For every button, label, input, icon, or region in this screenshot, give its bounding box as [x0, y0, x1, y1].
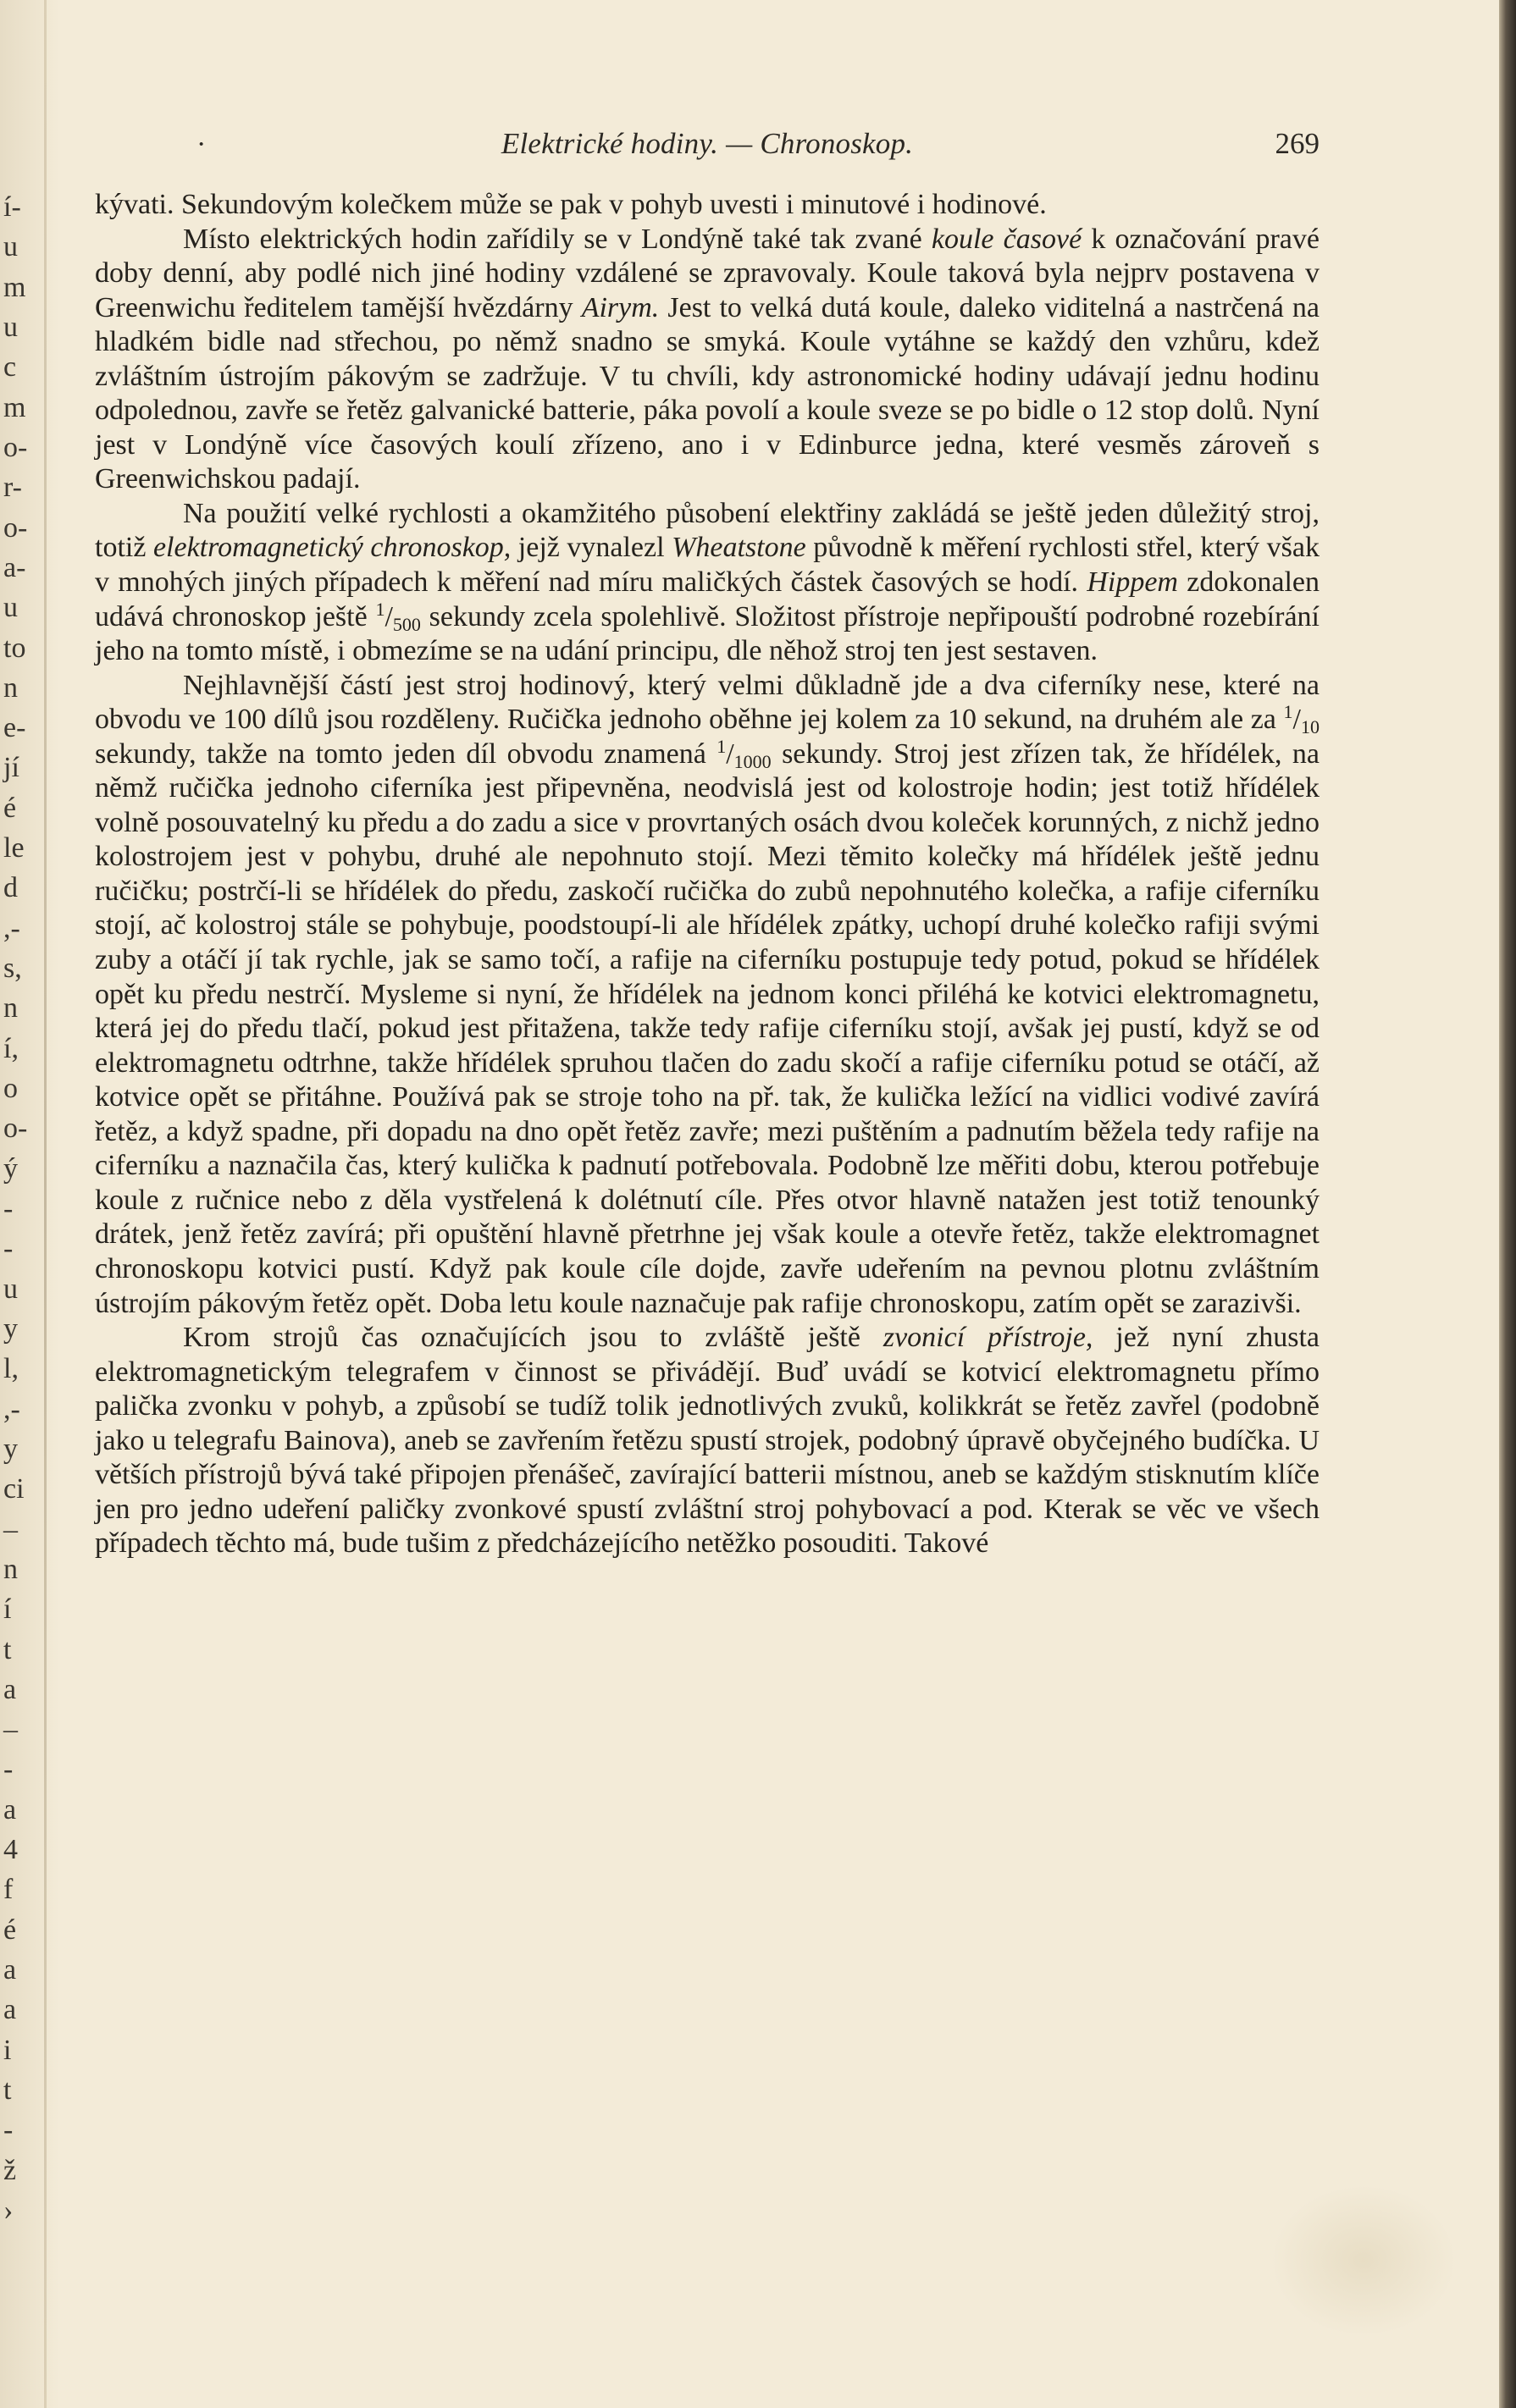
margin-glyph: ,- [3, 913, 20, 944]
margin-glyph: l, [3, 1353, 19, 1384]
paragraph-text: sekundy. Stroj jest zřízen tak, že hřídélek, na němž ručička jednoho ciferníka jest připevněna, neodvislá jest od kolostroje hodin; jest totiž hřídélek volně posouvatelný ku předu a do zadu a sice v provrtaných osách dvou koleček korunných, z nichž jedno kolostrojem jest v pohybu, druhé ale nepohnuto stojí. Mezi těmito kolečky má hřídélek ještě jednu ručičku; postrčí-li se hřídélek do předu, zaskočí ručička do zubů nepohnutého kolečka, a rafije ciferníku stojí, ač kolostroj stále se pohybuje, poodstoupí-li ale hřídélek zpátky, uchopí druhé kolečko rafiji svými zuby a otáčí jí tak rychle, jak se samo točí, a rafije na ciferníku postupuje tedy potud, pokud se hřídélek opět ku předu nestrčí. Mysleme si nyní, že hřídélek na jednom konci přiléhá ke kotvici elektromagnetu, která jej do předu tlačí, pokud jest přitažena, takže tedy rafije ciferníku stojí, avšak jej pustí, když se od elektromagnetu odtrhne, takže hřídélek spruhou tlačen do zadu skočí a rafije ciferníku potud se otáčí, až kotvice opět se přitáhne. Používá pak se stroje toho na př. tak, že kulička ležící na vidlici vodivé zavírá řetěz, a když spadne, při dopadu na dno opět řetěz zavře; mezi puštěním a padnutím běžela tedy rafije na ciferníku a naznačila čas, který kulička k padnutí potřebovala. Podobně lze měřiti dobu, kterou potřebuje koule z ručnice nebo z děla vystřelená k dolétnutí cíle. Přes otvor hlavně natažen jest totiž tenounký drátek, jenž řetěz zavírá; při opuštění hlavně přetrhne jej však koule a otevře řetěz, takže elektromagnet chronoskopu kotvici pustí. Když pak koule cíle dojde, zavře udeřením na pevnou plotnu zvláštním ústrojím pákovým řetěz opět. Doba letu koule naznačuje pak rafije chronoskopu, zatím opět se zarazivši. [95, 737, 1320, 1319]
margin-glyph: a [3, 1954, 17, 1985]
fraction-numerator: 1 [717, 735, 727, 757]
margin-glyph: › [3, 2195, 14, 2226]
margin-glyph: s, [3, 953, 22, 984]
paragraph-text: zdokonalen udává chronoskop ještě [95, 566, 1320, 632]
fraction: $^1/_{500}$ [375, 598, 421, 635]
book-edge [1499, 0, 1516, 2408]
margin-glyph: u [3, 312, 18, 343]
fraction-denominator: 500 [392, 613, 421, 635]
italic-name: Wheatstone [672, 532, 806, 564]
running-title: Elektrické hodiny. — Chronoskop. [501, 127, 914, 160]
paragraph-text: Krom strojů čas označujících jsou to zvláště ještě [183, 1322, 883, 1354]
margin-glyph: e- [3, 712, 26, 743]
fraction-numerator: 1 [1283, 701, 1293, 723]
margin-glyph: f [3, 1874, 14, 1905]
margin-glyph: le [3, 832, 25, 864]
margin-glyph: t [3, 1634, 12, 1665]
body-text [95, 188, 1320, 1561]
margin-glyph: ý [3, 1153, 18, 1185]
margin-glyph: í [3, 1593, 12, 1625]
italic-name: Hippem [1087, 566, 1178, 599]
italic-name: Airym. [581, 291, 660, 323]
margin-glyph: d [3, 872, 18, 903]
paragraph-text: Jest to velká dutá koule, daleko viditelná a nastrčená na hladkém bidle nad střechou, po němž snadno se smyká. Koule vytáhne se každý den vzhůru, kdež zvláštním ústrojím pákovým se zadržuje. V tu chvíli, kdy astronomické hodiny udávají jednu hodinu odpolednou, zavře se řetěz galvanické batterie, páka povolí a koule sveze se po bidle o 12 stop dolů. Nyní jest v Londýně více časových koulí zřízeno, ano i v Edinburce jedna, které vesměs zároveň s Greenwichskou padají. [95, 291, 1320, 495]
margin-glyph: ,- [3, 1394, 20, 1425]
margin-glyph: a- [3, 552, 26, 583]
paragraph-text: původně k měření rychlosti střel, který však v mnohých jiných případech k měření nad míru maličkých částek časových se hodí. [95, 532, 1320, 599]
paragraph-text: Místo elektrických hodin zařídily se v Londýně také tak zvané [183, 223, 932, 255]
margin-glyph: jí [3, 752, 19, 783]
margin-glyph: u [3, 231, 18, 262]
margin-glyph: n [3, 1554, 18, 1585]
paragraph-text: jež nyní zhusta elektromagnetickým telegrafem v činnost se přivádějí. Buď uvádí se kotvicí elektromagnetu přímo palička zvonku v pohyb, a způsobí se tudíž tolik jednotlivých zvuků, kolikkrát se řetěz zavřel (podobně jako u telegrafu Bainova), aneb se zavřením řetězu spustí strojek, podobný úpravě obyčejného budíčka. U větších přístrojů bývá také připojen přenášeč, zavírající batterii místnou, aneb se každým stisknutím klíče jen pro jedno udeření paličky zvonkové spustí zvláštní stroj pohybovací a pod. Kterak se věc ve všech případech těchto má, bude tušim z předcházejícího netěžko posouditi. Takové [95, 1322, 1320, 1560]
margin-glyph: y [3, 1313, 18, 1345]
italic-term: elektromagnetický chronoskop, [152, 532, 512, 564]
margin-glyph: o- [3, 1113, 28, 1144]
margin-glyph: o- [3, 512, 28, 544]
paragraph-text: jejž vynalezl [511, 532, 672, 564]
margin-glyph: é [3, 793, 17, 824]
margin-glyph: í- [3, 191, 21, 223]
paragraph-text: sekundy zcela spolehlivě. Složitost přístroje nepřipouští podrobné rozebírání jeho na tomto místě, i obmezíme se na udání principu, dle něhož stroj ten jest sestaven. [95, 600, 1320, 667]
paragraph-text: sekundy, takže na tomto jeden díl obvodu znamená [95, 737, 717, 770]
margin-glyph: m [3, 392, 26, 423]
margin-glyph: - [3, 1754, 14, 1785]
fraction: $^1/_{1000}$ [717, 735, 772, 772]
page-number: 269 [1275, 127, 1320, 160]
fraction-denominator: 10 [1301, 716, 1320, 738]
fraction: $^1/_{10}$ [1283, 701, 1320, 738]
margin-glyph: - [3, 2114, 14, 2146]
paragraph-text: Nejhlavnější částí jest stroj hodinový, který velmi důkladně jde a dva ciferníky nese, které na obvodu ve 100 dílů jsou rozděleny. Ručička jednoho oběhne jej kolem za 10 sekund, na druhém ale za [95, 669, 1320, 736]
paragraph-4 [95, 669, 1320, 1321]
margin-glyph: o- [3, 432, 28, 463]
margin-glyph: a [3, 1794, 17, 1825]
margin-glyph: to [3, 632, 26, 664]
paragraph-text: kývati. Sekundovým kolečkem může se pak v pohyb uvesti i minutové i hodinové. [95, 189, 1047, 220]
margin-glyph: n [3, 992, 18, 1024]
margin-glyph: u [3, 592, 18, 623]
italic-term: koule časové [931, 223, 1082, 255]
margin-glyph: n [3, 672, 18, 704]
margin-glyph: – [3, 1714, 18, 1745]
paragraph-2 [95, 223, 1320, 497]
margin-glyph: a [3, 1994, 17, 2025]
fraction-numerator: 1 [375, 598, 385, 620]
margin-glyph: - [3, 1233, 14, 1264]
binding-shadow [44, 0, 47, 2408]
margin-glyph: t [3, 2074, 12, 2106]
header-mark: · [196, 129, 207, 160]
margin-glyph: ž [3, 2155, 17, 2186]
paragraph-3 [95, 497, 1320, 669]
paper-stain [1270, 2184, 1457, 2337]
margin-glyph: ci [3, 1473, 25, 1505]
margin-glyph: c [3, 351, 17, 383]
italic-term: zvonicí přístroje, [882, 1322, 1093, 1354]
margin-glyph: 4 [3, 1834, 18, 1865]
margin-glyph: i [3, 2035, 12, 2066]
margin-glyph: a [3, 1674, 17, 1705]
margin-glyph: u [3, 1273, 18, 1305]
margin-glyph: - [3, 1193, 14, 1224]
margin-glyph: y [3, 1433, 18, 1465]
margin-glyph: í, [3, 1033, 19, 1064]
fraction-denominator: 1000 [733, 750, 772, 772]
margin-glyph: o [3, 1073, 18, 1104]
margin-glyph: é [3, 1914, 17, 1946]
paragraph-5 [95, 1321, 1320, 1561]
margin-glyph: – [3, 1514, 18, 1545]
paragraph-1 [95, 188, 1320, 223]
paragraph-text: Na použití velké rychlosti a okamžitého působení elektřiny zakládá se ještě jeden důležitý stroj, totiž [95, 497, 1320, 564]
running-header [95, 127, 1320, 169]
paragraph-text: k označování pravé doby denní, aby podlé nich jiné hodiny vzdálené se zpravovaly. Koule taková byla nejprv postavena v Greenwichu ředitelem tamější hvězdárny [95, 223, 1320, 323]
margin-glyph: r- [3, 472, 22, 503]
margin-glyph: m [3, 272, 26, 303]
